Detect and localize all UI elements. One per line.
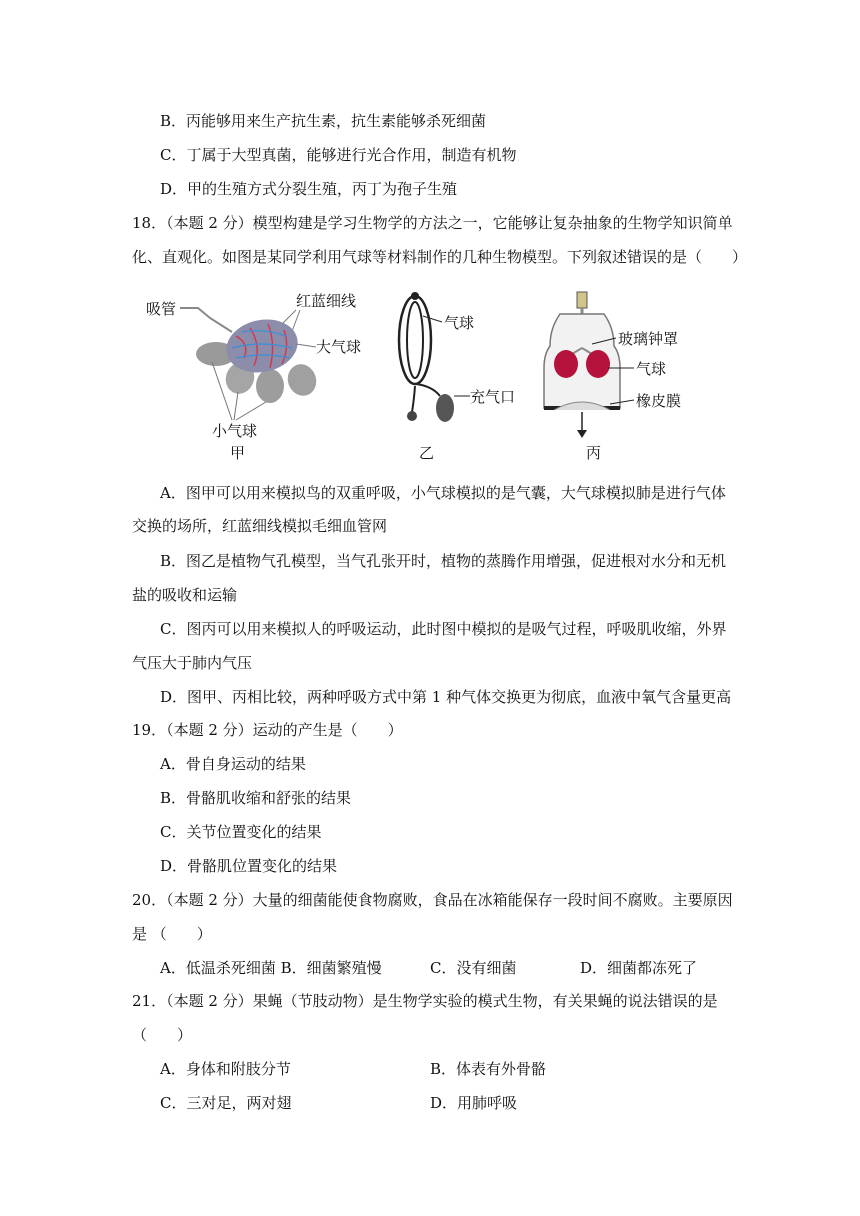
q19-option-c: C．关节位置变化的结果 (160, 823, 322, 841)
q20-stem-line2: 是 （ ） (132, 925, 212, 943)
q18-option-c-line1: C．图丙可以用来模拟人的呼吸运动，此时图中模拟的是吸气过程，呼吸肌收缩，外界 (160, 620, 727, 638)
q20-option-d: D．细菌都冻死了 (580, 959, 698, 977)
label-yi: 乙 (419, 444, 435, 462)
label-bell-jar: 玻璃钟罩 (618, 330, 679, 348)
q17-option-c: C．丁属于大型真菌，能够进行光合作用，制造有机物 (160, 146, 517, 164)
label-bing: 丙 (586, 444, 602, 462)
q19-stem: 19．（本题 2 分）运动的产生是（ ） (132, 721, 403, 739)
label-big-balloon: 大气球 (316, 338, 362, 356)
q18-model-figure (140, 288, 740, 464)
small-balloon (256, 369, 284, 403)
label-inflate-port: 充气口 (470, 388, 516, 406)
model-jia (146, 292, 361, 462)
lung-balloon-left (554, 350, 578, 378)
q21-option-a: A．身体和附肢分节 (160, 1060, 291, 1078)
q18-option-c-line2: 气压大于肺内气压 (132, 654, 253, 672)
label-balloon-bing: 气球 (636, 360, 667, 378)
lung-balloon-right (586, 350, 610, 378)
q19-option-d: D．骨骼肌位置变化的结果 (160, 857, 338, 875)
q19-option-a: A．骨自身运动的结果 (160, 755, 306, 773)
q18-option-d: D．图甲、丙相比较，两种呼吸方式中第 1 种气体交换更为彻底，血液中氧气含量更高 (160, 688, 732, 706)
q20-option-ab: A．低温杀死细菌 B．细菌繁殖慢 (160, 959, 382, 977)
q21-option-b: B．体表有外骨骼 (430, 1060, 547, 1078)
label-rubber-membrane: 橡皮膜 (636, 392, 682, 410)
q19-option-b: B．骨骼肌收缩和舒张的结果 (160, 789, 352, 807)
q21-option-c: C．三对足，两对翅 (160, 1094, 292, 1112)
label-balloon-yi: 气球 (444, 314, 475, 332)
q17-option-b: B．丙能够用来生产抗生素，抗生素能够杀死细菌 (160, 112, 487, 130)
q20-stem-line1: 20．（本题 2 分）大量的细菌能使食物腐败，食品在冰箱能保存一段时间不腐败。主要原因 (132, 891, 733, 909)
q18-option-b-line2: 盐的吸收和运输 (132, 586, 238, 604)
q18-option-a-line1: A．图甲可以用来模拟鸟的双重呼吸，小气球模拟的是气囊，大气球模拟肺是进行气体 (160, 484, 726, 502)
balloon-models-svg (140, 288, 740, 464)
q21-option-d: D．用肺呼吸 (430, 1094, 518, 1112)
model-yi (399, 292, 515, 462)
q17-option-d: D．甲的生殖方式分裂生殖，丙丁为孢子生殖 (160, 180, 458, 198)
small-balloon (283, 360, 320, 400)
label-jia: 甲 (230, 444, 246, 462)
q18-option-a-line2: 交换的场所，红蓝细线模拟毛细血管网 (132, 517, 388, 535)
q21-stem-line1: 21．（本题 2 分）果蝇（节肢动物）是生物学实验的模式生物，有关果蝇的说法错误的是 (132, 992, 718, 1010)
q18-stem-line2: 化、直观化。如图是某同学利用气球等材料制作的几种生物模型。下列叙述错误的是（ ） (132, 248, 748, 266)
label-straw: 吸管 (146, 300, 177, 318)
label-small-balloon: 小气球 (212, 422, 258, 440)
q21-stem-line2: （ ） (132, 1026, 193, 1044)
model-bing (544, 292, 681, 462)
q20-option-c: C．没有细菌 (430, 959, 517, 977)
q18-stem-line1: 18．（本题 2 分）模型构建是学习生物学的方法之一，它能够让复杂抽象的生物学知识简单 (132, 214, 733, 232)
q18-option-b-line1: B．图乙是植物气孔模型，当气孔张开时，植物的蒸腾作用增强，促进根对水分和无机 (160, 552, 727, 570)
label-red-blue-thread: 红蓝细线 (296, 292, 357, 310)
